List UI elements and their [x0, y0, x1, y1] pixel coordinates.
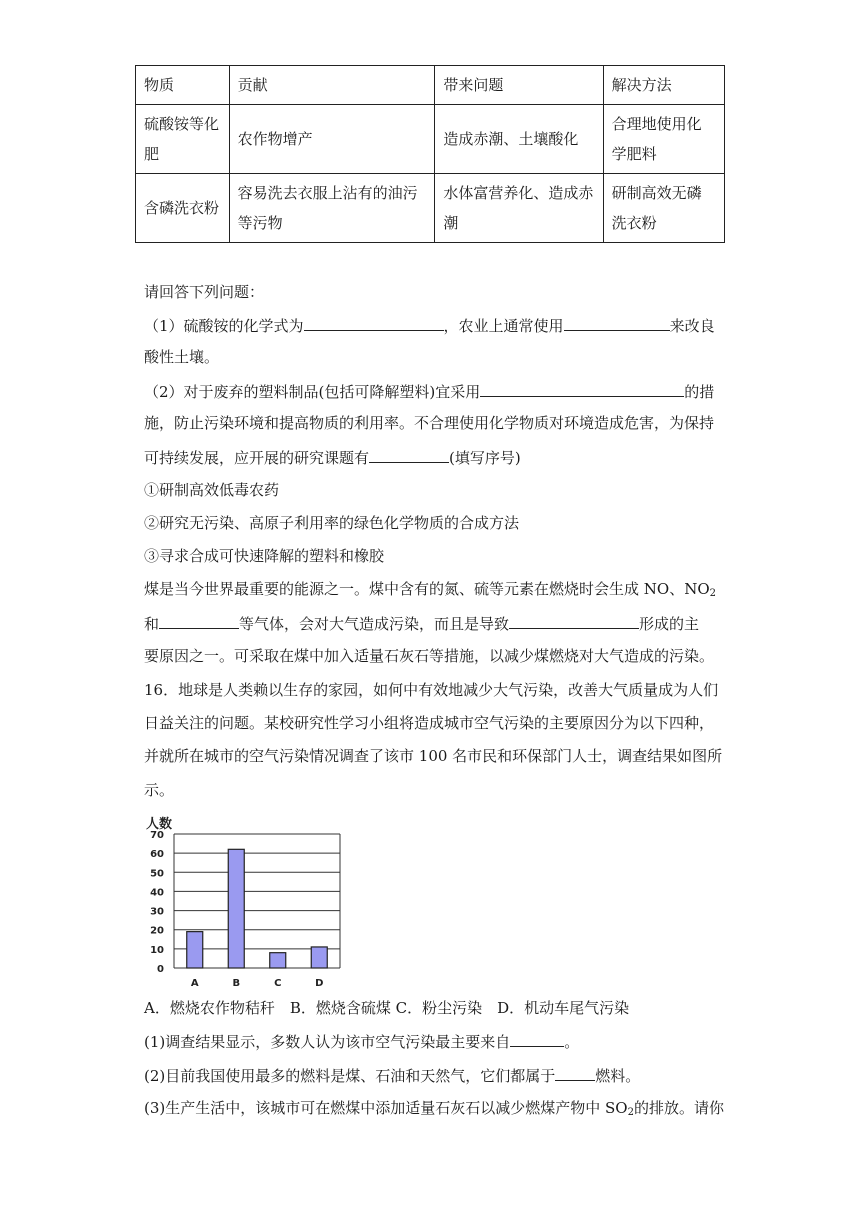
table-cell: 研制高效无磷洗衣粉 [603, 174, 724, 243]
q15-part2-line1: （2）对于废弃的塑料制品(包括可降解塑料)宜采用 的措 [144, 383, 715, 401]
x-tick-label: D [315, 978, 324, 989]
main-source-answer-blank[interactable] [510, 1031, 564, 1047]
phenomenon-answer-blank[interactable] [509, 613, 639, 629]
header-cell: 物质 [136, 66, 230, 105]
question-prompt: 请回答下列问题： [144, 283, 265, 301]
option-1: ①研制高效低毒农药 [144, 481, 280, 499]
gas-answer-blank[interactable] [159, 613, 239, 629]
soil-improver-answer-blank[interactable] [564, 315, 670, 331]
table-cell: 合理地使用化学肥料 [603, 105, 724, 174]
q16-line2: 日益关注的问题。某校研究性学习小组将造成城市空气污染的主要原因分为以下四种， [144, 714, 715, 732]
coal-paragraph-line1: 煤是当今世界最重要的能源之一。煤中含有的氮、硫等元素在燃烧时会生成 NO、$NO_2$ [144, 580, 716, 599]
x-tick-label: A [190, 978, 199, 989]
q16-line3: 并就所在城市的空气污染情况调查了该市 100 名市民和环保部门人士，调查结果如图所 [144, 747, 723, 765]
table-row [136, 105, 725, 174]
y-tick-label: 10 [150, 944, 164, 956]
q16-options: A．燃烧农作物秸秆 B．燃烧含硫煤 C．粉尘污染 D．机动车尾气污染 [144, 999, 630, 1017]
table-cell: 造成赤潮、土壤酸化 [435, 105, 603, 174]
coal-paragraph-line3: 要原因之一。可采取在煤中加入适量石灰石等措施，以减少煤燃烧对大气造成的污染。 [144, 647, 715, 665]
table-header-row [136, 66, 725, 105]
q16-sub3: (3)生产生活中，该城市可在燃煤中添加适量石灰石以减少燃煤产物中 $SO_2$的排放。请你 [144, 1099, 724, 1118]
y-tick-label: 0 [157, 964, 164, 975]
header-cell: 带来问题 [435, 66, 603, 105]
fuel-type-answer-blank[interactable] [555, 1065, 595, 1081]
q15-part1-line2: 酸性土壤。 [144, 348, 220, 366]
x-tick-label: C [274, 978, 282, 989]
q16-line4: 示。 [144, 781, 175, 799]
bar-B [228, 849, 244, 968]
table-cell: 容易洗去衣服上沾有的油污等污物 [229, 174, 435, 243]
q15-part1-line1: （1）硫酸铵的化学式为 ，农业上通常使用 来改良 [144, 317, 715, 335]
q16-sub1: (1)调查结果显示，多数人认为该市空气污染最主要来自 。 [144, 1033, 580, 1051]
research-topic-answer-blank[interactable] [369, 447, 449, 463]
bar-D [311, 947, 327, 968]
header-cell: 贡献 [229, 66, 435, 105]
y-tick-label: 20 [150, 925, 164, 937]
bar-C [270, 953, 286, 968]
x-tick-labels [191, 978, 324, 989]
option-2: ②研究无污染、高原子利用率的绿色化学物质的合成方法 [144, 514, 520, 532]
y-tick-label: 50 [150, 868, 164, 880]
table-cell: 硫酸铵等化肥 [136, 105, 230, 174]
y-tick-label: 60 [150, 849, 164, 861]
y-tick-label: 70 [150, 830, 164, 841]
y-tick-labels [150, 830, 164, 975]
q15-part2-line3: 可持续发展，应开展的研究课题有 (填写序号) [144, 449, 521, 467]
x-tick-label: B [232, 978, 241, 989]
q16-sub2: (2)目前我国使用最多的燃料是煤、石油和天然气，它们都属于 燃料。 [144, 1067, 641, 1085]
chart-bars [187, 849, 328, 968]
table-cell: 水体富营养化、造成赤潮 [435, 174, 603, 243]
q16-line1: 16．地球是人类赖以生存的家园，如何中有效地减少大气污染，改善大气质量成为人们 [144, 681, 719, 699]
coal-paragraph-line2: 和 等气体，会对大气造成污染，而且是导致 形成的主 [144, 615, 700, 633]
q15-part2-line2: 施，防止污染环境和提高物质的利用率。不合理使用化学物质对环境造成危害，为保持 [144, 414, 715, 432]
pollution-table [135, 65, 725, 243]
y-axis-label: 人数 [146, 817, 173, 832]
y-tick-label: 30 [150, 906, 164, 918]
table-cell: 农作物增产 [229, 105, 435, 174]
y-tick-label: 40 [150, 887, 164, 899]
option-3: ③寻求合成可快速降解的塑料和橡胶 [144, 547, 385, 565]
table-row [136, 174, 725, 243]
formula-answer-blank[interactable] [304, 315, 444, 331]
survey-bar-chart [140, 812, 350, 992]
plastic-measure-answer-blank[interactable] [480, 381, 684, 397]
bar-A [187, 932, 203, 968]
header-cell: 解决方法 [603, 66, 724, 105]
table-cell: 含磷洗衣粉 [136, 174, 230, 243]
